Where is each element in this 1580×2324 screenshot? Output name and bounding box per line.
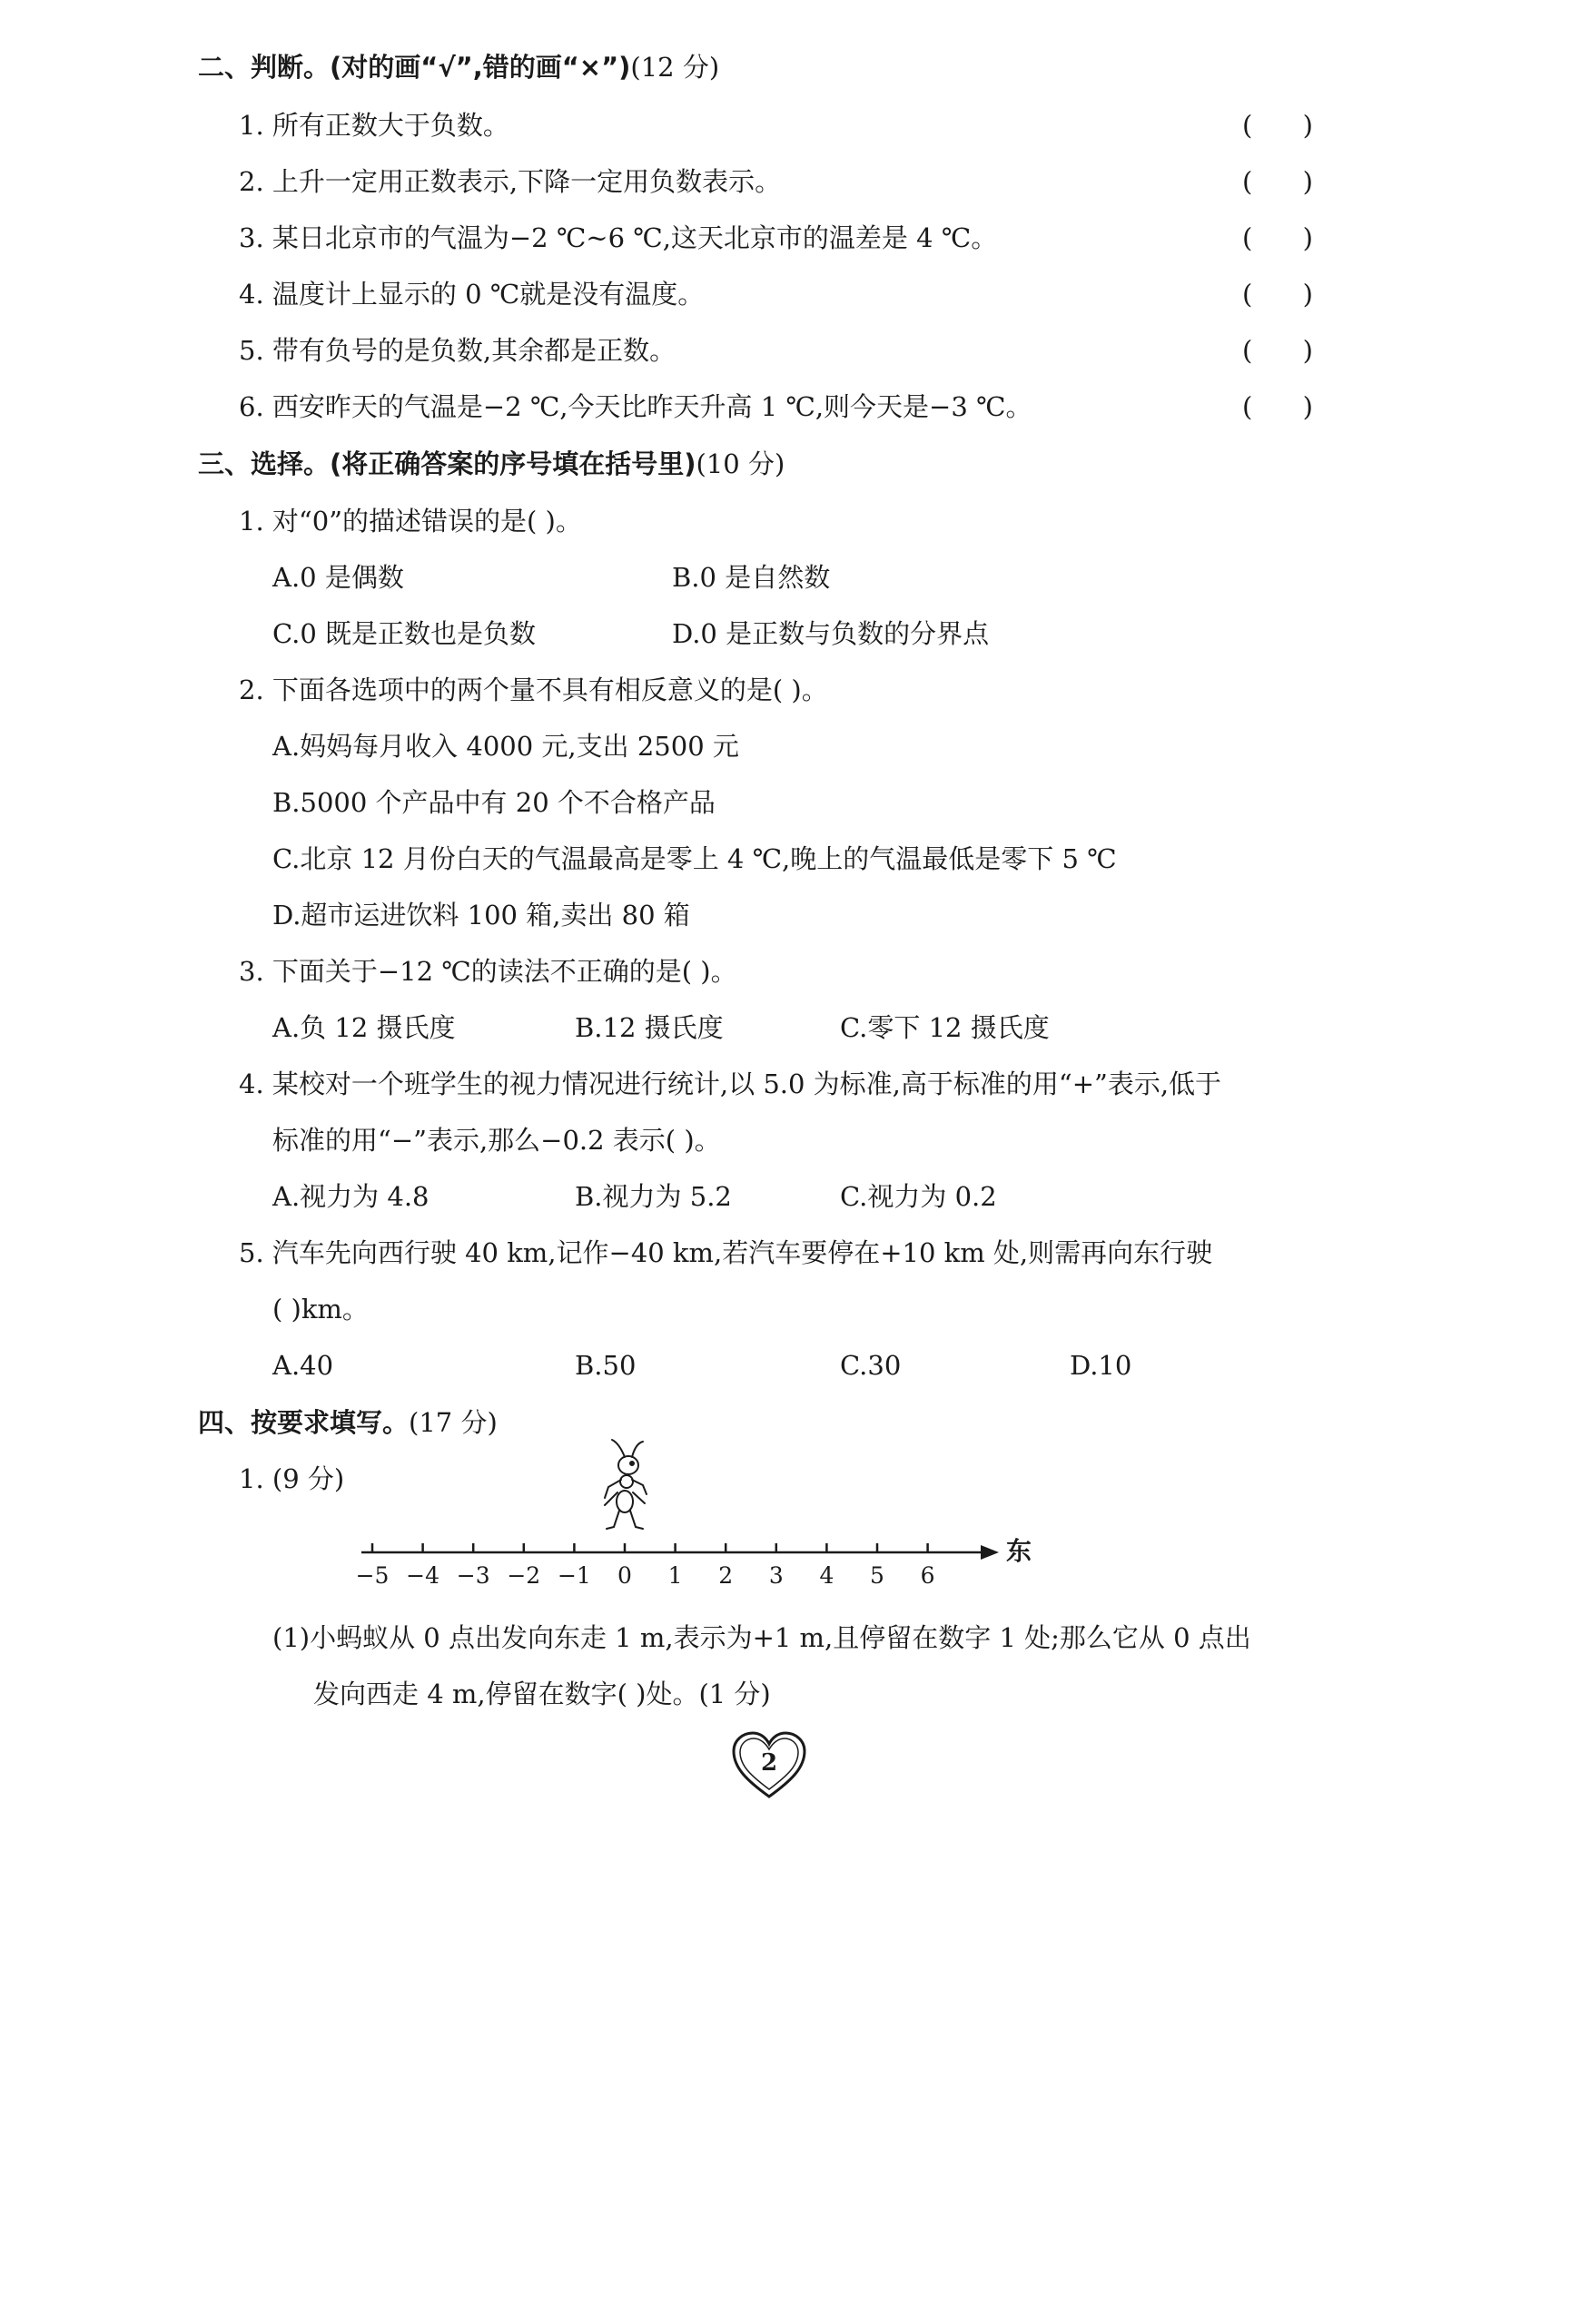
judge-item-3: 3. 某日北京市的气温为−2 ℃~6 ℃,这天北京市的温差是 4 ℃。 xyxy=(239,222,998,253)
number-line-tick-label: 3 xyxy=(768,1562,784,1589)
answer-blank-6[interactable]: ( ) xyxy=(1242,391,1313,422)
number-line-tick-label: 5 xyxy=(870,1562,884,1589)
choice-q5-option-a: A.40 xyxy=(272,1350,334,1381)
number-line-tick-label: 6 xyxy=(920,1562,935,1589)
choice-q4-option-a: A.视力为 4.8 xyxy=(272,1181,430,1212)
fill-q1-label: 1. (9 分) xyxy=(239,1463,345,1494)
number-line-tick-label: 2 xyxy=(718,1562,734,1589)
number-line-tick-label: −1 xyxy=(557,1562,591,1589)
number-line-tick-label: −5 xyxy=(355,1562,390,1589)
choice-q1-option-a: A.0 是偶数 xyxy=(272,562,404,593)
number-line-tick-label: 1 xyxy=(667,1562,683,1589)
choice-q3-option-b: B.12 摄氏度 xyxy=(575,1012,724,1043)
choice-q3-option-c: C.零下 12 摄氏度 xyxy=(840,1012,1050,1043)
page-number-badge xyxy=(728,1729,810,1802)
number-line-tick-label: 4 xyxy=(819,1562,834,1589)
axis-arrowhead-icon xyxy=(981,1545,999,1560)
judge-item-6: 6. 西安昨天的气温是−2 ℃,今天比昨天升高 1 ℃,则今天是−3 ℃。 xyxy=(239,391,1032,422)
section-4-title: 四、按要求填写。 xyxy=(198,1407,410,1438)
choice-q5-option-d: D.10 xyxy=(1070,1350,1132,1381)
answer-blank-4[interactable]: ( ) xyxy=(1242,279,1313,310)
choice-q5-option-b: B.50 xyxy=(575,1350,637,1381)
judge-item-2: 2. 上升一定用正数表示,下降一定用负数表示。 xyxy=(239,166,782,197)
ant-icon xyxy=(605,1440,647,1529)
number-line-tick-label: −2 xyxy=(507,1562,541,1589)
choice-q4-option-c: C.视力为 0.2 xyxy=(840,1181,997,1212)
section-3-title: 三、选择。(将正确答案的序号填在括号里) xyxy=(198,448,696,479)
choice-q4-stem-line1: 4. 某校对一个班学生的视力情况进行统计,以 5.0 为标准,高于标准的用“+”表示,低于 xyxy=(239,1068,1222,1099)
choice-q5-option-c: C.30 xyxy=(840,1350,902,1381)
choice-q2-option-a: A.妈妈每月收入 4000 元,支出 2500 元 xyxy=(272,731,739,762)
section-4-points: (17 分) xyxy=(409,1407,498,1438)
choice-q4-option-b: B.视力为 5.2 xyxy=(575,1181,732,1212)
number-line-tick-label: 0 xyxy=(617,1562,632,1589)
answer-blank-5[interactable]: ( ) xyxy=(1242,335,1313,366)
choice-q1-option-c: C.0 既是正数也是负数 xyxy=(272,618,537,649)
choice-q5-stem-line1: 5. 汽车先向西行驶 40 km,记作−40 km,若汽车要停在+10 km 处,则需再向东行驶 xyxy=(239,1237,1213,1268)
section-3-heading xyxy=(198,448,785,479)
judge-item-5: 5. 带有负号的是负数,其余都是正数。 xyxy=(239,335,676,366)
choice-q2-stem: 2. 下面各选项中的两个量不具有相反意义的是( )。 xyxy=(239,675,828,705)
fill-sub1-line2: 发向西走 4 m,停留在数字( )处。(1 分) xyxy=(313,1679,771,1709)
section-2-points: (12 分) xyxy=(630,52,720,83)
section-2-title: 二、判断。(对的画“√”,错的画“×”) xyxy=(198,52,631,83)
choice-q5-stem-line2: ( )km。 xyxy=(272,1294,369,1324)
choice-q1-stem: 1. 对“0”的描述错误的是( )。 xyxy=(239,506,582,537)
page-number: 2 xyxy=(760,1749,778,1777)
choice-q1-option-b: B.0 是自然数 xyxy=(672,562,831,593)
section-2-heading xyxy=(198,54,719,81)
choice-q4-stem-line2: 标准的用“−”表示,那么−0.2 表示( )。 xyxy=(272,1125,721,1156)
answer-blank-3[interactable]: ( ) xyxy=(1242,222,1313,253)
choice-q2-option-c: C.北京 12 月份白天的气温最高是零上 4 ℃,晚上的气温最低是零下 5 ℃ xyxy=(272,843,1117,874)
choice-q3-option-a: A.负 12 摄氏度 xyxy=(272,1012,456,1043)
number-line-tick-label: −3 xyxy=(456,1562,490,1589)
choice-q3-stem: 3. 下面关于−12 ℃的读法不正确的是( )。 xyxy=(239,956,737,987)
direction-label-east: 东 xyxy=(1006,1536,1032,1566)
answer-blank-1[interactable]: ( ) xyxy=(1242,110,1313,141)
choice-q2-option-b: B.5000 个产品中有 20 个不合格产品 xyxy=(272,787,716,818)
choice-q1-option-d: D.0 是正数与负数的分界点 xyxy=(672,618,990,649)
choice-q2-option-d: D.超市运进饮料 100 箱,卖出 80 箱 xyxy=(272,900,690,931)
fill-sub1-line1: (1)小蚂蚁从 0 点出发向东走 1 m,表示为+1 m,且停留在数字 1 处;那么它从 0 点出 xyxy=(272,1622,1251,1653)
number-line-tick-label: −4 xyxy=(406,1562,440,1589)
judge-item-1: 1. 所有正数大于负数。 xyxy=(239,110,509,141)
judge-item-4: 4. 温度计上显示的 0 ℃就是没有温度。 xyxy=(239,279,705,310)
section-3-points: (10 分) xyxy=(696,448,785,479)
number-line-axis xyxy=(361,1545,999,1560)
number-line-figure xyxy=(345,1416,1035,1598)
answer-blank-2[interactable]: ( ) xyxy=(1242,166,1313,197)
